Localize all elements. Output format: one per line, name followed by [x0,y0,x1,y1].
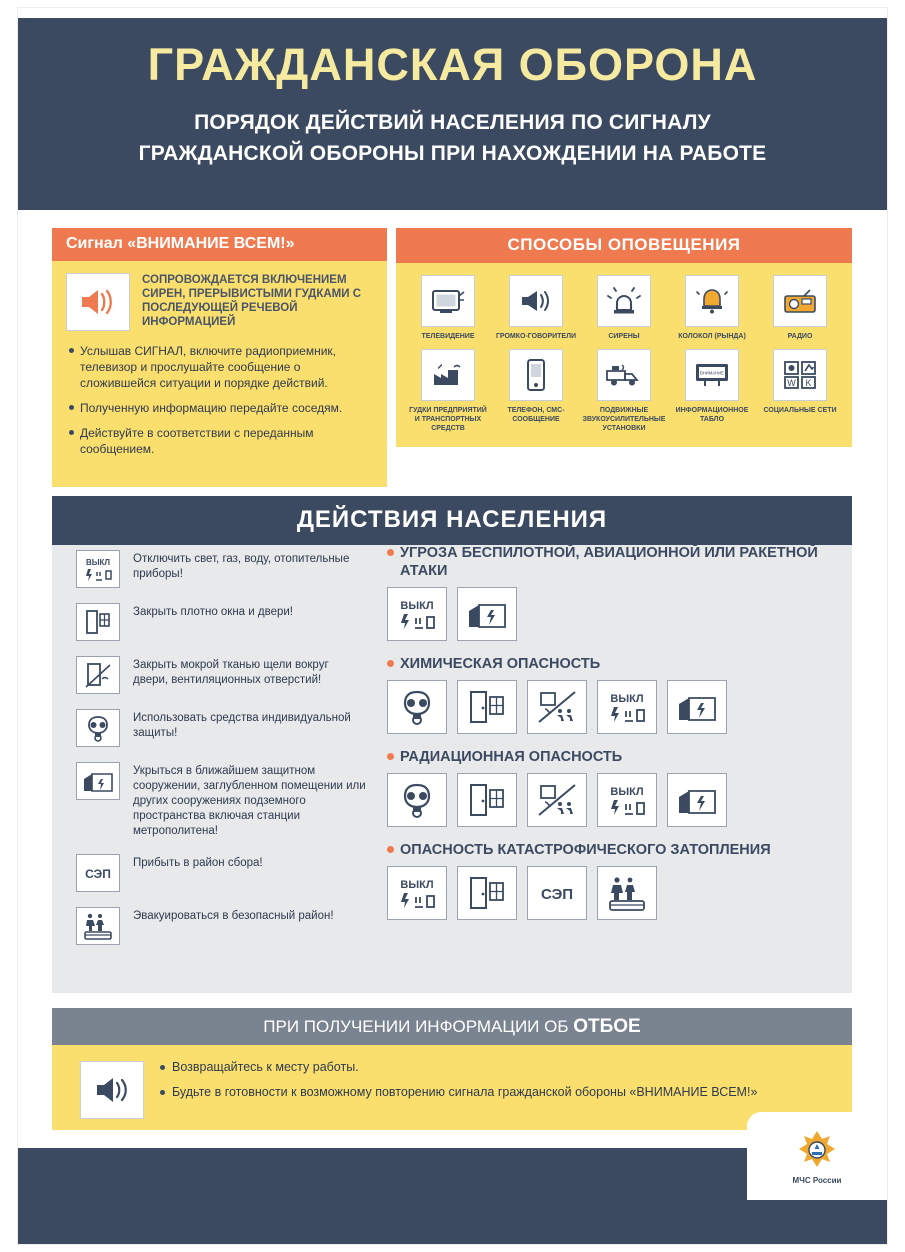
shelter-icon [76,762,120,800]
page-title: ГРАЖДАНСКАЯ ОБОРОНА [147,39,758,90]
svg-text:ВЫКЛ: ВЫКЛ [400,600,434,612]
method-cell [406,349,490,433]
methods-row-2 [406,349,842,433]
svg-text:ВЫКЛ: ВЫКЛ [610,786,644,798]
list-item: Возвращайтесь к месту работы. [172,1059,852,1076]
icon-row [387,866,837,920]
emercom-emblem-icon [747,1112,887,1200]
method-cell [758,275,842,341]
signal-lead-text: СОПРОВОЖДАЕТСЯ ВКЛЮЧЕНИЕМ СИРЕН, ПРЕРЫВИСТЫМИ ГУДКАМИ С ПОСЛЕДУЮЩЕЙ РЕЧЕВОЙ ИНФОРМАЦИЕЙ [142,274,362,328]
siren-icon [597,275,651,327]
header-subtitle-line1: ПОРЯДОК ДЕЙСТВИЙ НАСЕЛЕНИЯ ПО СИГНАЛУ [194,111,711,134]
no-walking-icon [527,680,587,734]
methods-bar-title: СПОСОБЫ ОПОВЕЩЕНИЯ [396,228,852,263]
signal-bar-title: Сигнал «ВНИМАНИЕ ВСЕМ!» [52,228,387,261]
svg-text:K: K [805,378,812,388]
gas-mask-icon [387,773,447,827]
seal-door-icon [76,656,120,694]
signal-body [52,261,387,487]
svg-text:ВЫКЛ: ВЫКЛ [400,879,434,891]
tv-icon [421,275,475,327]
actions-bar-title: ДЕЙСТВИЯ НАСЕЛЕНИЯ [52,496,852,545]
signal-block [52,228,387,487]
actions-block [52,496,852,993]
svg-text:ВНИМАНИЕ: ВНИМАНИЕ [700,370,724,376]
list-item-text: Закрыть мокрой тканью щели вокруг двери, вентиляционных отверстий! [133,659,329,686]
shelter-icon [667,680,727,734]
list-item [76,907,366,945]
method-caption: СИРЕНЫ [608,333,640,340]
actions-right-column [387,544,837,934]
method-caption: ГУДКИ ПРЕДПРИЯТИЙ И ТРАНСПОРТНЫХ СРЕДСТВ [409,407,487,432]
method-caption: КОЛОКОЛ (РЫНДА) [678,333,746,340]
list-item-text: Использовать средства индивидуальной защиты! [133,712,351,739]
list-item: Будьте в готовности к возможному повторению сигнала гражданской обороны «ВНИМАНИЕ ВСЕМ!» [172,1084,852,1101]
section-title: УГРОЗА БЕСПИЛОТНОЙ, АВИАЦИОННОЙ ИЛИ РАКЕТНОЙ АТАКИ [387,544,837,580]
list-item-text: Отключить свет, газ, воду, отопительные приборы! [133,553,350,580]
close-window-door-icon [457,680,517,734]
power-off-icon [387,866,447,920]
loudspeaker-truck-icon [597,349,651,401]
list-item [76,550,366,588]
actions-left-column [76,550,366,960]
no-walking-icon [527,773,587,827]
method-caption: ТЕЛЕВИДЕНИЕ [421,333,475,340]
close-window-door-icon [457,773,517,827]
otboy-body [52,1045,852,1130]
assembly-point-icon [527,866,587,920]
megaphone-icon [509,275,563,327]
evacuation-bus-icon [597,866,657,920]
method-caption: СОЦИАЛЬНЫЕ СЕТИ [763,407,837,414]
bell-icon [685,275,739,327]
shelter-icon [667,773,727,827]
close-window-door-icon [457,866,517,920]
method-caption: ГРОМКО-ГОВОРИТЕЛИ [495,333,577,340]
assembly-point-icon [76,854,120,892]
methods-block [396,228,852,447]
radio-icon [773,275,827,327]
list-item: Полученную информацию передайте соседям. [80,400,373,416]
header-subtitle-line2: ГРАЖДАНСКОЙ ОБОРОНЫ ПРИ НАХОЖДЕНИИ НА РАБОТЕ [138,142,767,165]
signal-bullet-list [66,343,373,457]
power-off-icon [597,680,657,734]
icon-row [387,773,837,827]
svg-text:СЭП: СЭП [540,886,574,903]
method-cell [670,275,754,341]
list-item [76,656,366,694]
method-caption: РАДИО [787,333,813,340]
methods-row-1 [406,275,842,341]
method-cell [582,275,666,341]
list-item: Действуйте в соответствии с переданным сообщением. [80,425,373,457]
list-item [76,854,366,892]
list-item: Услышав СИГНАЛ, включите радиоприемник, телевизор и прослушайте сообщение о сложившейся ситуации и порядке действий. [80,343,373,391]
section-title: РАДИАЦИОННАЯ ОПАСНОСТЬ [387,748,837,766]
list-item-text: Эвакуироваться в безопасный район! [133,910,334,922]
methods-body [396,263,852,447]
otboy-bar [52,1008,852,1047]
shelter-icon [457,587,517,641]
social-networks-icon [773,349,827,401]
method-cell [758,349,842,433]
list-item [76,709,366,747]
svg-text:СЭП: СЭП [85,867,111,881]
section-title: ХИМИЧЕСКАЯ ОПАСНОСТЬ [387,655,837,673]
method-cell [406,275,490,341]
list-item [76,603,366,641]
icon-row [387,680,837,734]
svg-text:W: W [787,378,796,388]
section-title: ОПАСНОСТЬ КАТАСТРОФИЧЕСКОГО ЗАТОПЛЕНИЯ [387,841,837,859]
factory-horn-icon [421,349,475,401]
otboy-bullet-list [52,1045,852,1101]
list-item-text: Прибыть в район сбора! [133,857,263,869]
evacuation-bus-icon [76,907,120,945]
method-cell [494,275,578,341]
otboy-bar-text: ПРИ ПОЛУЧЕНИИ ИНФОРМАЦИИ ОБ [263,1017,574,1036]
loudspeaker-icon [66,273,130,331]
gas-mask-icon [76,709,120,747]
svg-text:ВЫКЛ: ВЫКЛ [610,693,644,705]
method-cell [494,349,578,433]
otboy-bar-strong: ОТБОЕ [573,1016,641,1037]
method-caption: ИНФОРМАЦИОННОЕ ТАБЛО [675,407,749,423]
mobile-phone-icon [509,349,563,401]
power-off-icon [76,550,120,588]
icon-row [387,587,837,641]
power-off-icon [597,773,657,827]
list-item-text: Закрыть плотно окна и двери! [133,606,293,618]
method-cell [670,349,754,433]
svg-text:ВЫКЛ: ВЫКЛ [85,558,111,567]
close-window-door-icon [76,603,120,641]
gas-mask-icon [387,680,447,734]
method-caption: ТЕЛЕФОН, СМС-СООБЩЕНИЕ [507,407,565,423]
speaker-icon [80,1061,144,1119]
list-item [76,762,366,839]
emblem-caption: МЧС России [792,1176,842,1185]
poster-header [18,18,887,210]
power-off-icon [387,587,447,641]
information-board-icon [685,349,739,401]
list-item-text: Укрыться в ближайшем защитном сооружении, заглубленном помещении или других сооружениях подземного пространства включая станции метрополитена! [133,765,366,837]
method-cell [582,349,666,433]
method-caption: ПОДВИЖНЫЕ ЗВУКОУСИЛИТЕЛЬНЫЕ УСТАНОВКИ [582,407,666,432]
